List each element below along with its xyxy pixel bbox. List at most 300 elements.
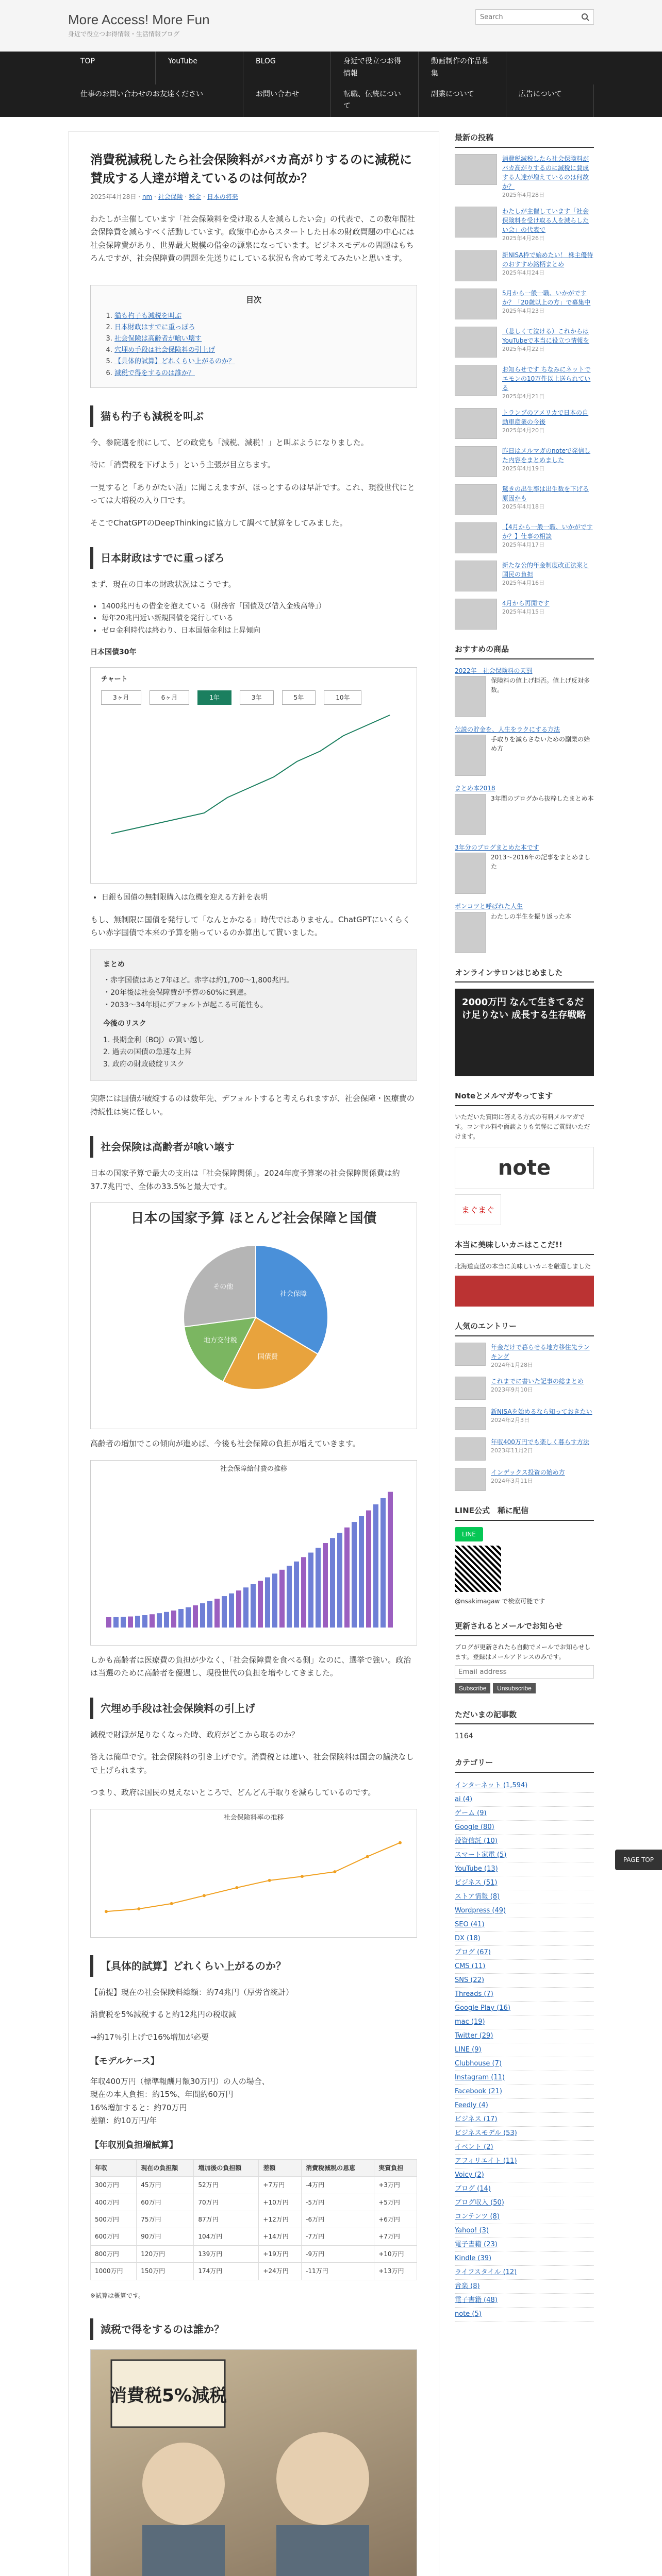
table-cell: +13万円 [374, 2263, 417, 2280]
site-title[interactable]: More Access! More Fun [68, 12, 210, 27]
budget-pie-chart [91, 1235, 418, 1405]
entry-thumbnail[interactable] [455, 1468, 486, 1491]
category-item [455, 2071, 594, 2085]
category-link[interactable]: アフィリエイト (11) [455, 2157, 517, 2165]
crab-text: 北海道直送の本当に美味しいカニを厳選しました [455, 1262, 591, 1270]
table-row [91, 2194, 417, 2211]
insurance-rate-chart-image [90, 1809, 417, 1938]
category-link[interactable]: ストア情報 (8) [455, 1892, 500, 1901]
post-thumbnail[interactable] [455, 207, 497, 238]
category-link[interactable]: YouTube (13) [455, 1865, 498, 1873]
email-field[interactable] [455, 1665, 594, 1679]
table-cell: 90万円 [137, 2228, 194, 2245]
recent-post-link[interactable]: 昨日はメルマガのnoteで発信した内容をまとめました [502, 447, 591, 464]
mail-text: ブログが更新されたら自動でメールでお知らせします。登録はメールアドレスのみです。 [455, 1643, 591, 1661]
table-cell: -7万円 [302, 2228, 374, 2245]
recent-post-date: 2025年4月16日 [502, 580, 544, 587]
category-link[interactable]: ビジネス (17) [455, 2115, 498, 2123]
nav-item-video-works[interactable]: 動画制作の作品募集 [419, 52, 506, 84]
category-item [455, 1946, 594, 1960]
model-line: 年収400万円（標準報酬月額30万円）の人の場合、 [90, 2076, 270, 2086]
bar [388, 1492, 393, 1627]
table-row [91, 2177, 417, 2194]
table-cell: 1000万円 [91, 2263, 137, 2280]
bar [178, 1609, 184, 1628]
summary-line: ・2033〜34年頃にデフォルトが起こる可能性も。 [103, 1001, 268, 1010]
recent-post[interactable] [455, 408, 594, 439]
recent-post[interactable] [455, 522, 594, 553]
table-cell: 45万円 [137, 2177, 194, 2194]
pie-slice-label: 国債費 [257, 1353, 278, 1361]
nav-item-contact[interactable]: お問い合わせ [243, 84, 331, 117]
recent-post-link[interactable]: 驚きの出生率は出生数を下げる原因かも [502, 485, 589, 502]
category-link[interactable]: CMS (11) [455, 1962, 486, 1970]
list-item: • ゼロ金利時代は終わり、日本国債金利は上昇傾向 [102, 625, 417, 637]
nav-item-blog[interactable]: BLOG [243, 52, 331, 84]
category-item [455, 2043, 594, 2057]
category-link[interactable]: Google (80) [455, 1823, 494, 1831]
table-cell: 500万円 [91, 2211, 137, 2228]
recommend-link[interactable]: 伝説の貯金を、人生をラクにする方法 [455, 726, 560, 734]
table-header: 消費税減税の恩恵 [302, 2159, 374, 2176]
bond-series-line [111, 715, 390, 834]
risk-line: 1. 長期金利（BOJ）の買い越し [103, 1036, 205, 1044]
bar [171, 1611, 176, 1628]
note-logo[interactable]: note [455, 1147, 594, 1189]
recommend-link[interactable]: まとめ本2018 [455, 785, 495, 792]
widget-title: 更新されるとメールでお知らせ [455, 1620, 594, 1636]
widget-title: Noteとメルマガやってます [455, 1090, 594, 1106]
category-item [455, 1835, 594, 1849]
table-cell: +3万円 [374, 2177, 417, 2194]
bar [193, 1605, 198, 1628]
pie-heading: 日本の国家予算 ほとんど社会保障と国債 [130, 1211, 377, 1226]
widget-title: カテゴリー [455, 1756, 594, 1773]
pie-slice-label: 社会保障 [279, 1290, 307, 1298]
table-cell: 60万円 [137, 2194, 194, 2211]
recent-post[interactable] [455, 599, 594, 630]
table-cell: +7万円 [374, 2228, 417, 2245]
post-title: 消費税減税したら社会保険料がバカ高がりするのに減税に賛成する人達が増えているのは何故か？ [90, 152, 412, 186]
list-item: • 日銀も国債の無制限購入は危機を迎える方針を表明 [102, 892, 417, 904]
line-button[interactable]: LINE [455, 1527, 483, 1541]
recent-post[interactable] [455, 154, 594, 200]
crab-banner[interactable] [455, 1276, 594, 1307]
section-heading: 猫も杓子も減税を叫ぶ [90, 405, 417, 427]
paragraph: もし、無制限に国債を発行して「なんとかなる」時代ではありません。ChatGPTにいくらくらい赤字国債で本来の予算を賄っているのか算出して貰いました。 [90, 914, 410, 938]
popular-entry[interactable] [455, 1343, 594, 1370]
bar [294, 1561, 299, 1627]
post-thumbnail[interactable] [455, 522, 497, 553]
bar [330, 1538, 335, 1628]
category-item [455, 1793, 594, 1807]
category-link[interactable]: ai (4) [455, 1795, 473, 1803]
risk-line: 2. 過去の国債の急速な上昇 [103, 1048, 192, 1057]
product-thumbnail[interactable] [455, 853, 486, 894]
line-chart-title: 社会保険料率の推移 [223, 1814, 284, 1822]
recommend-text: わたしの半生を振り返った本 [491, 912, 572, 920]
product-thumbnail[interactable] [455, 735, 486, 776]
popular-entry[interactable] [455, 1407, 594, 1430]
section-heading: 社会保険は高齢者が喰い壊す [90, 1136, 417, 1158]
bar [323, 1543, 328, 1628]
category-link[interactable]: Wordpress (49) [455, 1906, 506, 1914]
sidebar [455, 131, 594, 2576]
bar [279, 1569, 285, 1627]
widget-title: オンラインサロンはじめました [455, 967, 594, 983]
table-row [91, 2228, 417, 2245]
post-thumbnail[interactable] [455, 484, 497, 515]
bond-chart-image [90, 667, 417, 884]
category-link[interactable]: ライフスタイル (12) [455, 2268, 517, 2276]
category-link[interactable]: 電子書籍 (48) [455, 2296, 498, 2304]
bar [229, 1593, 234, 1627]
recommend-link[interactable]: ポンコツと呼ばれた人生 [455, 903, 523, 910]
widget-title: LINE公式 稀に配信 [455, 1504, 594, 1521]
table-cell: -9万円 [302, 2245, 374, 2262]
budget-pie-image [90, 1202, 417, 1429]
bar [214, 1599, 220, 1628]
magmag-logo[interactable]: まぐまぐ [455, 1194, 501, 1225]
widget-title: おすすめの商品 [455, 643, 594, 659]
table-cell: +10万円 [374, 2245, 417, 2262]
chart-range-tab[interactable]: 10年 [324, 690, 361, 705]
section-heading: 【具体的試算】どれくらい上がるのか？ [90, 1955, 417, 1977]
chart-range-tab[interactable]: 6ヶ月 [150, 690, 190, 705]
recommend-text: 保険料の値上げ拒否。値上げ反対多数。 [491, 677, 590, 694]
recent-post[interactable] [455, 250, 594, 281]
category-link[interactable]: Kindle (39) [455, 2254, 492, 2262]
post-thumbnail[interactable] [455, 599, 497, 630]
toc-link[interactable]: 日本財政はすでに重っぽろ [114, 324, 195, 332]
post-thumbnail[interactable] [455, 365, 497, 396]
category-link[interactable]: 音楽 (8) [455, 2282, 480, 2290]
table-cell: 139万円 [194, 2245, 259, 2262]
category-link[interactable]: ブログ (67) [455, 1948, 491, 1956]
category-link[interactable]: ブログ収入 (50) [455, 2198, 504, 2207]
bar [106, 1617, 111, 1628]
category-link[interactable]: SNS (22) [455, 1976, 485, 1984]
article [68, 131, 439, 2576]
post-category-link[interactable]: 税金 [189, 193, 202, 201]
product-thumbnail[interactable] [455, 794, 486, 835]
bar-chart-title: 社会保障給付費の推移 [220, 1465, 287, 1473]
global-nav [0, 52, 662, 117]
recommend-text: 3年間のブログから抜粋したまとめ本 [491, 794, 594, 802]
rate-series-line [106, 1842, 400, 1911]
popular-entry[interactable] [455, 1468, 594, 1491]
category-link[interactable]: LINE (9) [455, 2045, 482, 2054]
entry-thumbnail[interactable] [455, 1407, 486, 1430]
list-item: • 毎年20兆円近い新規国債を発行している [102, 613, 417, 625]
page-top-button[interactable]: PAGE TOP [615, 1850, 662, 1870]
bar [200, 1603, 205, 1628]
table-cell: 70万円 [194, 2194, 259, 2211]
category-item [455, 1904, 594, 1918]
category-item [455, 1890, 594, 1904]
entry-thumbnail[interactable] [455, 1343, 486, 1366]
category-link[interactable]: ゲーム (9) [455, 1809, 487, 1817]
category-link[interactable]: Clubhouse (7) [455, 2059, 502, 2067]
category-item [455, 1974, 594, 1988]
category-link[interactable]: Feedly (4) [455, 2101, 488, 2109]
table-cell: -11万円 [302, 2263, 374, 2280]
popular-entry[interactable] [455, 1437, 594, 1461]
risk-line: 3. 政府の財政破綻リスク [103, 1060, 185, 1069]
category-item [455, 1821, 594, 1835]
product-thumbnail[interactable] [455, 676, 486, 717]
recent-post[interactable] [455, 327, 594, 358]
site-description: 身近で役立つお得情報・生活情報ブログ [68, 30, 180, 38]
table-row [91, 2245, 417, 2262]
chart-range-tab[interactable]: 3ヶ月 [101, 690, 141, 705]
category-item [455, 2155, 594, 2168]
entry-thumbnail[interactable] [455, 1377, 486, 1400]
model-line: 16%増加すると：約70万円 [90, 2103, 187, 2112]
paragraph: 減税で財源が足りなくなった時、政府がどこから取るのか？ [90, 1730, 300, 1739]
nav-item-top[interactable]: TOP [68, 52, 156, 84]
bar [308, 1552, 313, 1627]
category-link[interactable]: SEO (41) [455, 1920, 485, 1928]
post-thumbnail[interactable] [455, 327, 497, 358]
illustration-caption: 消費税5%減税 [109, 2385, 227, 2406]
site-header [0, 0, 662, 52]
bar [258, 1581, 263, 1628]
table-cell: 300万円 [91, 2177, 137, 2194]
category-link[interactable]: note (5) [455, 2310, 482, 2318]
recommend-link[interactable]: 3年分のブログまとめた本です [455, 843, 539, 851]
popular-entry[interactable] [455, 1377, 594, 1400]
toc-title: 目次 [245, 295, 261, 304]
table-header: 差額 [259, 2159, 302, 2176]
table-cell: +24万円 [259, 2263, 302, 2280]
nav-item-youtube[interactable]: YouTube [156, 52, 243, 84]
search-input[interactable] [476, 10, 574, 24]
recommend-item [455, 842, 594, 894]
entry-date: 2023年11月2日 [491, 1447, 533, 1454]
post-thumbnail[interactable] [455, 250, 497, 281]
category-item [455, 1849, 594, 1862]
post-thumbnail[interactable] [455, 289, 497, 319]
recent-post-date: 2025年4月22日 [502, 345, 544, 352]
bar [113, 1617, 119, 1627]
category-link[interactable]: Voicy (2) [455, 2171, 484, 2179]
category-link[interactable]: コンテンツ (8) [455, 2212, 500, 2221]
table-cell: 104万円 [194, 2228, 259, 2245]
post-thumbnail[interactable] [455, 446, 497, 477]
category-item [455, 2127, 594, 2141]
category-link[interactable]: Google Play (16) [455, 2004, 510, 2012]
category-link[interactable]: Facebook (21) [455, 2087, 502, 2095]
table-cell: 120万円 [137, 2245, 194, 2262]
bar [366, 1510, 371, 1627]
recent-post-link[interactable]: 新たな公的年金制度改正法案と国民の負担 [502, 562, 589, 579]
recent-post-date: 2025年4月26日 [502, 235, 544, 242]
category-item [455, 1779, 594, 1793]
widget-title: 本当に美味しいカニはここだ!! [455, 1239, 594, 1255]
bar [157, 1613, 162, 1628]
toc-link[interactable]: 【具体的試算】どれくらい上がるのか？ [114, 358, 236, 366]
recent-post[interactable] [455, 561, 594, 591]
category-link[interactable]: ビジネスモデル (53) [455, 2129, 517, 2137]
bar [359, 1516, 364, 1628]
category-link[interactable]: 投資信託 (10) [455, 1837, 498, 1845]
product-thumbnail[interactable] [455, 912, 486, 953]
entry-link[interactable]: インデックス投資の始め方 [491, 1469, 565, 1477]
category-item [455, 2015, 594, 2029]
recent-post-link[interactable]: 4月から再開です [502, 600, 550, 607]
category-link[interactable]: Threads (7) [455, 1990, 493, 1998]
toc-link[interactable]: 社会保険は高齢者が喰い壊す [114, 335, 202, 343]
post-category-link[interactable]: 社会保険 [158, 193, 183, 201]
table-cell: +10万円 [259, 2194, 302, 2211]
salon-banner[interactable] [455, 989, 594, 1076]
list-item: • 1400兆円もの借金を抱えている（財務省「国債及び借入金残高等」） [102, 601, 417, 613]
summary-line: ・赤字国債はあと7年ほど。赤字は約1,700〜1,800兆円。 [103, 976, 294, 985]
recent-post-link[interactable]: 5月から一般一職、いかがですか？「20歳以上の方」で募集中 [502, 289, 591, 306]
category-item [455, 2224, 594, 2238]
pie-slice-label: その他 [213, 1283, 234, 1291]
nav-item-ads[interactable]: 広告について [506, 84, 594, 117]
paragraph: 実際には国債が破綻するのは数年先、デフォルトすると考えられますが、社会保障・医療費の持続性は実に怪しい。 [90, 1094, 415, 1116]
table-cell: 150万円 [137, 2263, 194, 2280]
paragraph: 消費税を5%減税すると約12兆円の税収減 [90, 2010, 236, 2019]
bar [236, 1590, 241, 1628]
bar [337, 1533, 342, 1628]
category-item [455, 2266, 594, 2280]
social-security-bar-image [90, 1460, 417, 1646]
recent-post-date: 2025年4月18日 [502, 503, 544, 511]
bar [164, 1612, 169, 1627]
bar [121, 1617, 126, 1628]
section-heading: 穴埋め手段は社会保険料の引上げ [90, 1698, 417, 1719]
table-cell: +14万円 [259, 2228, 302, 2245]
recommend-text: 2013〜2016年の記事をまとめました [491, 854, 591, 871]
subscribe-button[interactable]: Subscribe [455, 1683, 490, 1693]
post-thumbnail[interactable] [455, 561, 497, 591]
category-link[interactable]: Yahoo! (3) [455, 2226, 489, 2234]
category-item [455, 2182, 594, 2196]
category-link[interactable]: インターネット (1,594) [455, 1781, 528, 1789]
category-link[interactable]: Instagram (11) [455, 2073, 505, 2081]
chart-range-tab[interactable]: 1年 [197, 690, 231, 705]
illustration-art [91, 2350, 418, 2576]
bar [373, 1504, 378, 1628]
category-item [455, 1960, 594, 1974]
category-link[interactable]: DX (18) [455, 1934, 481, 1942]
chart-subtitle: チャート [101, 675, 128, 683]
category-link[interactable]: イベント (2) [455, 2143, 493, 2151]
recent-post[interactable] [455, 446, 594, 477]
category-link[interactable]: mac (19) [455, 2018, 485, 2026]
recommend-item [455, 724, 594, 776]
category-item [455, 1918, 594, 1932]
recent-post-link[interactable]: （悲しくて泣ける）これからはYouTubeで本当に役立つ情報を [502, 327, 589, 344]
recommend-text: 手取りを減らさないための副業の始め方 [491, 736, 590, 753]
unsubscribe-button[interactable]: Unsubscribe [493, 1683, 536, 1693]
category-item [455, 2210, 594, 2224]
recent-post[interactable] [455, 207, 594, 243]
toc-link[interactable]: 猫も杓子も減税を叫ぶ [114, 312, 182, 320]
chart-range-tab[interactable]: 5年 [282, 690, 316, 705]
category-link[interactable]: ビジネス (51) [455, 1878, 498, 1887]
category-link[interactable]: ブログ (14) [455, 2184, 491, 2193]
recent-post-link[interactable]: 新NISA枠で始めたい！ 株主優待のおすすめ銘柄まとめ [502, 251, 593, 268]
category-item [455, 2057, 594, 2071]
bar [251, 1584, 256, 1628]
category-item [455, 1807, 594, 1821]
chart-range-tab[interactable]: 3年 [240, 690, 274, 705]
table-row [91, 2263, 417, 2280]
table-cell: 400万円 [91, 2194, 137, 2211]
summary-title: まとめ [103, 960, 125, 969]
model-line: 現在の本人負担：約15%、年間約60万円 [90, 2090, 234, 2099]
search-icon[interactable] [581, 13, 589, 21]
category-link[interactable]: Twitter (29) [455, 2031, 493, 2040]
table-cell: 87万円 [194, 2211, 259, 2228]
recent-post-link[interactable]: 消費税減税したら社会保険料がバカ高がりするのに減税に賛成する人達が増えているのは何故か？ [502, 155, 589, 190]
model-line: 差額：約10万円/年 [90, 2116, 157, 2126]
entry-link[interactable]: 新NISAを始めるなら知っておきたい [491, 1408, 592, 1416]
paragraph: 特に「消費税を下げよう」という主張が目立ちます。 [90, 460, 275, 470]
recent-post[interactable] [455, 365, 594, 401]
nav-item-work-inquiry[interactable]: 仕事のお問い合わせのお友達ください [68, 84, 243, 117]
category-item [455, 1932, 594, 1946]
entry-thumbnail[interactable] [455, 1437, 486, 1461]
illustration-image [90, 2349, 417, 2576]
nav-item-career[interactable]: 転職、伝統について [331, 84, 419, 117]
bar [142, 1615, 147, 1628]
recent-post[interactable] [455, 289, 594, 319]
entry-link[interactable]: 年金だけで暮らせる地方移住先ランキング [491, 1343, 590, 1360]
recent-post-link[interactable]: トランプのアメリカで日本の自動車産業の今後 [502, 409, 589, 426]
table-cell: 174万円 [194, 2263, 259, 2280]
recent-post-date: 2025年4月23日 [502, 307, 544, 314]
entry-date: 2024年2月3日 [491, 1417, 529, 1424]
toc-link[interactable]: 穴埋め手段は社会保険料の引上げ [114, 346, 216, 354]
nav-item-useful[interactable]: 身近で役立つお得情報 [331, 52, 419, 84]
toc-link[interactable]: 減税で得をするのは誰か？ [114, 369, 195, 377]
entry-date: 2024年3月11日 [491, 1478, 533, 1485]
category-link[interactable]: 電子書籍 (23) [455, 2240, 498, 2248]
recent-post-link[interactable]: わたしが主催しています「社会保険料を受け取る人を減らしたい会」の代表で [502, 208, 589, 234]
paragraph: 今、参院選を前にして、どの政党も「減税、減税！」と叫ぶようになりました。 [90, 437, 369, 447]
recent-post-date: 2025年4月21日 [502, 393, 544, 400]
search-box [475, 9, 594, 25]
recommend-link[interactable]: 2022年 社会保険料の天罰 [455, 667, 533, 674]
table-header: 増加後の負担額 [194, 2159, 259, 2176]
entry-link[interactable]: これまでに書いた記事の総まとめ [491, 1378, 584, 1385]
post-thumbnail[interactable] [455, 154, 497, 185]
recent-post-link[interactable]: 【4月から一般一職、いかがですか？】仕事の相談 [502, 523, 593, 540]
recommend-item [455, 901, 594, 953]
category-item [455, 2002, 594, 2015]
post-thumbnail[interactable] [455, 408, 497, 439]
post-category-link[interactable]: 日本の将来 [207, 193, 238, 201]
nav-item-side-job[interactable]: 副業について [419, 84, 506, 117]
category-link[interactable]: スマート家電 (5) [455, 1851, 507, 1859]
category-item [455, 1876, 594, 1890]
entry-link[interactable]: 年収400万円でも楽しく暮らす方法 [491, 1438, 589, 1446]
recent-post[interactable] [455, 484, 594, 515]
category-item [455, 2294, 594, 2308]
post-date: 2025年4月28日 [90, 193, 137, 201]
recent-post-link[interactable]: お知らせです ちなみにネットでエモンの10万件以上送られている [502, 365, 591, 392]
bar [272, 1573, 277, 1628]
category-item [455, 2029, 594, 2043]
post-author-link[interactable]: nm [142, 193, 153, 201]
bar [301, 1557, 306, 1628]
